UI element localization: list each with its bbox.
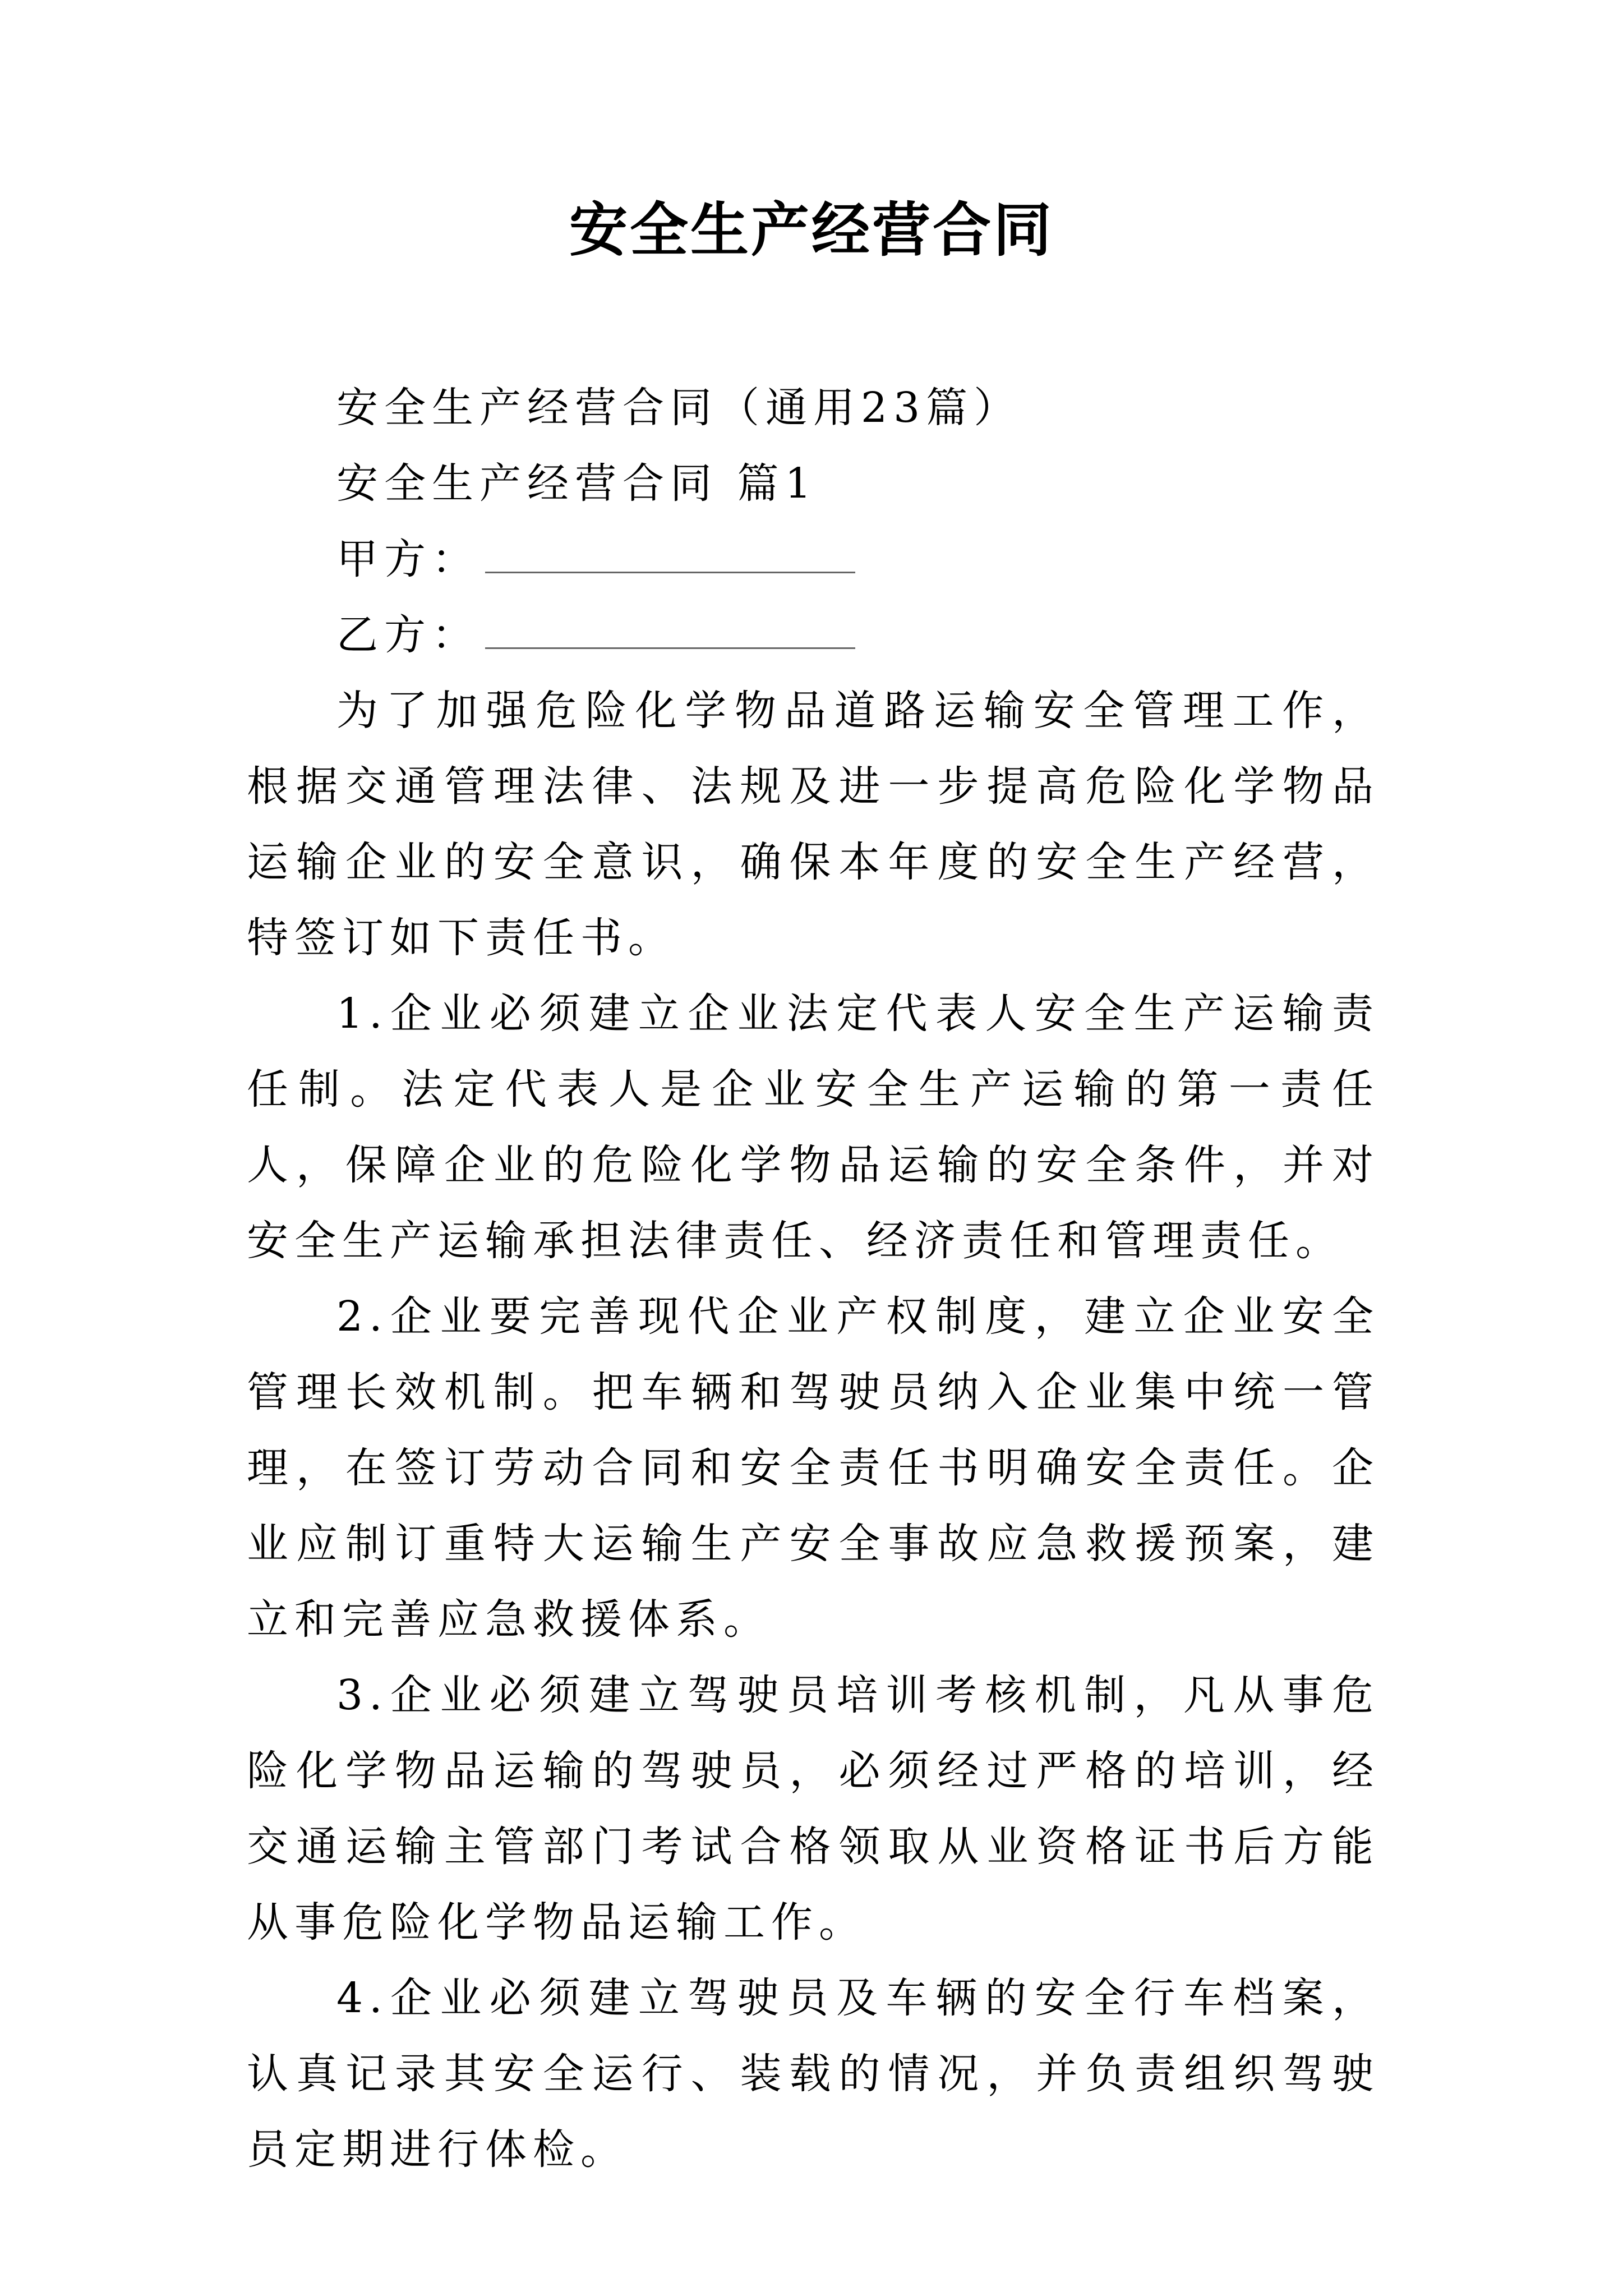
section-heading: 安全生产经营合同 篇1 [336,459,818,508]
document-subtitle: 安全生产经营合同（通用23篇） [336,384,1022,432]
document-title: 安全生产经营合同 [569,195,1054,264]
document-body [247,370,1380,2188]
party-b-blank [485,614,855,649]
paragraph-clause-4: 4.企业必须建立驾驶员及车辆的安全行车档案，认真记录其安全运行、装载的情况，并负责组织驾驶员定期进行体检。 [247,1974,1380,2174]
paragraph-clause-3: 3.企业必须建立驾驶员培训考核机制，凡从事危险化学物品运输的驾驶员，必须经过严格的培训，经交通运输主管部门考试合格领取从业资格证书后方能从事危险化学物品运输工作。 [247,1671,1380,1947]
party-a-label: 甲方： [336,535,479,583]
party-a-line [247,522,1380,597]
paragraph-intro: 为了加强危险化学物品道路运输安全管理工作，根据交通管理法律、法规及进一步提高危险化学物品运输企业的安全意识，确保本年度的安全生产经营，特签订如下责任书。 [247,687,1380,962]
paragraph-clause-2: 2.企业要完善现代企业产权制度，建立企业安全管理长效机制。把车辆和驾驶员纳入企业集中统一管理，在签订劳动合同和安全责任书明确安全责任。企业应制订重特大运输生产安全事故应急救援预案，建立和完善应急救援体系。 [247,1292,1380,1644]
party-b-label: 乙方： [336,611,479,659]
party-b-line [247,597,1380,673]
party-a-blank [485,538,855,573]
paragraph-clause-1: 1.企业必须建立企业法定代表人安全生产运输责任制。法定代表人是企业安全生产运输的第一责任人，保障企业的危险化学物品运输的安全条件，并对安全生产运输承担法律责任、经济责任和管理责任。 [247,990,1380,1265]
